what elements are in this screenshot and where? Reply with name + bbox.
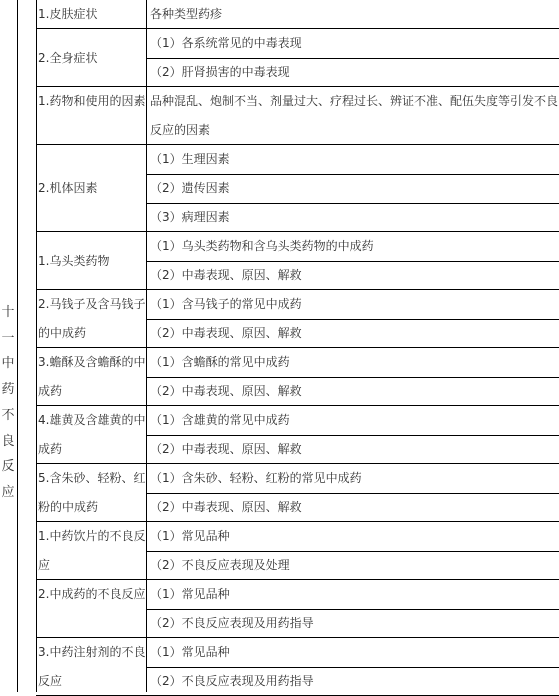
item-cell: （1）含雄黄的常见中成药 xyxy=(150,413,290,427)
item-cell: （1）乌头类药物和含乌头类药物的中成药 xyxy=(150,239,374,253)
item-cell: （2）不良反应表现及处理 xyxy=(150,558,290,572)
category-cell: 3.蟾酥及含蟾酥的中成药 xyxy=(38,355,146,398)
side-label-char: 良 xyxy=(1,433,15,449)
category-cell: 1.皮肤症状 xyxy=(38,7,98,21)
item-cell: （2）中毒表现、原因、解救 xyxy=(150,268,302,282)
item-cell: （1）常见品种 xyxy=(150,587,230,601)
category-cell: 2.全身症状 xyxy=(38,51,98,65)
item-cell: 各种类型药疹 xyxy=(150,7,223,21)
item-cell: （1）生理因素 xyxy=(150,152,230,166)
item-cell: （2）中毒表现、原因、解救 xyxy=(150,384,302,398)
side-label-char: 药 xyxy=(1,382,15,398)
item-cell: （1）含朱砂、轻粉、红粉的常见中成药 xyxy=(150,471,362,485)
category-cell: 5.含朱砂、轻粉、红粉的中成药 xyxy=(38,471,146,514)
column-divider xyxy=(146,0,147,692)
column-divider xyxy=(36,0,37,692)
column-divider xyxy=(17,0,18,692)
side-label-char: 一 xyxy=(1,330,15,346)
category-cell: 2.中成药的不良反应 xyxy=(38,587,146,601)
row-divider xyxy=(147,261,559,262)
row-divider xyxy=(147,667,559,668)
item-cell: （1）含马钱子的常见中成药 xyxy=(150,297,302,311)
category-cell: 1.乌头类药物 xyxy=(38,254,110,268)
side-label-char: 不 xyxy=(1,407,15,423)
category-cell: 4.雄黄及含雄黄的中成药 xyxy=(38,413,146,456)
row-divider xyxy=(147,551,559,552)
row-divider xyxy=(147,203,559,204)
item-cell: （3）病理因素 xyxy=(150,210,230,224)
row-divider xyxy=(147,319,559,320)
item-cell: （2）中毒表现、原因、解救 xyxy=(150,326,302,340)
row-divider xyxy=(147,493,559,494)
item-cell: （2）肝肾损害的中毒表现 xyxy=(150,65,290,79)
category-cell: 2.马钱子及含马钱子的中成药 xyxy=(38,297,146,340)
item-cell: （2）不良反应表现及用药指导 xyxy=(150,674,314,688)
side-label xyxy=(0,300,16,506)
item-cell: （1）各系统常见的中毒表现 xyxy=(150,36,302,50)
category-cell: 1.中药饮片的不良反应 xyxy=(38,529,146,572)
category-cell: 2.机体因素 xyxy=(38,181,98,195)
side-label-char: 应 xyxy=(1,484,15,500)
row-divider xyxy=(147,377,559,378)
side-label-char: 中 xyxy=(1,356,15,372)
item-cell: （1）含蟾酥的常见中成药 xyxy=(150,355,290,369)
side-label-char: 反 xyxy=(1,459,15,475)
item-cell: （1）常见品种 xyxy=(150,645,230,659)
row-divider xyxy=(147,174,559,175)
row-divider xyxy=(147,58,559,59)
category-cell: 3.中药注射剂的不良反应 xyxy=(38,645,146,688)
item-cell: （2）中毒表现、原因、解救 xyxy=(150,500,302,514)
item-cell: （2）中毒表现、原因、解救 xyxy=(150,442,302,456)
item-cell: （1）常见品种 xyxy=(150,529,230,543)
row-divider xyxy=(147,435,559,436)
item-cell: 品种混乱、炮制不当、剂量过大、疗程过长、辨证不准、配伍失度等引发不良反应的因素 xyxy=(150,94,559,137)
side-label-char: 十 xyxy=(1,305,15,320)
item-cell: （2）遗传因素 xyxy=(150,181,230,195)
row-divider xyxy=(147,609,559,610)
item-cell: （2）不良反应表现及用药指导 xyxy=(150,616,314,630)
category-cell: 1.药物和使用的因素 xyxy=(38,94,146,108)
